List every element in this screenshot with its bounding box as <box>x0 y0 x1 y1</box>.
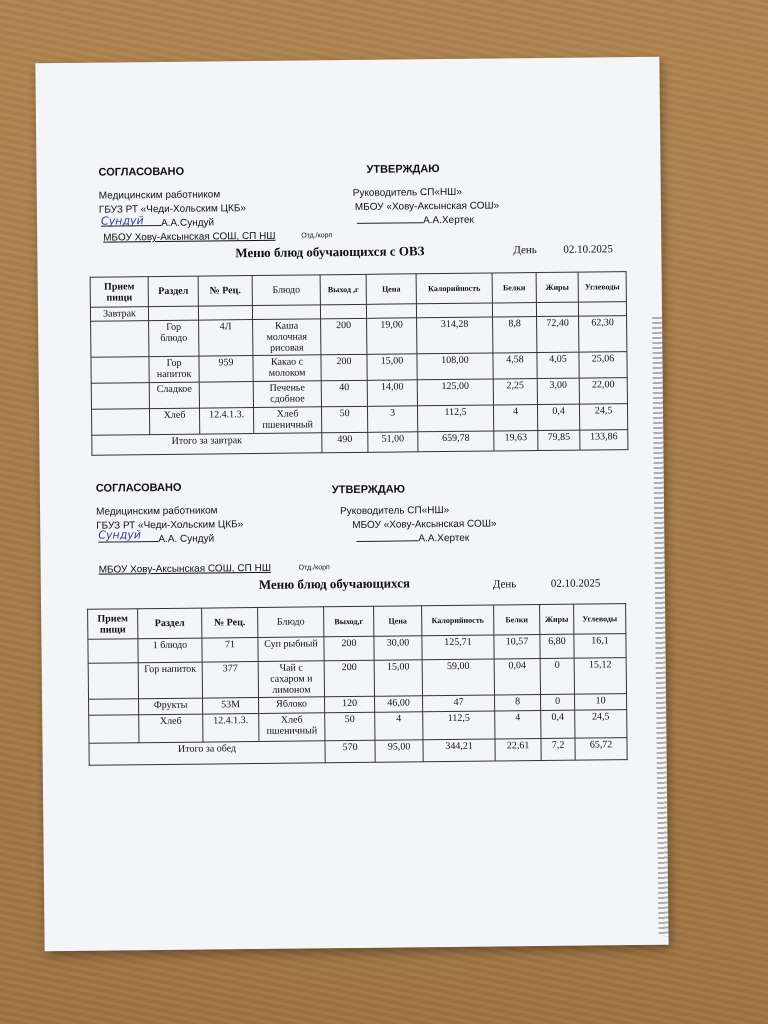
cell: 50 <box>321 406 367 432</box>
header-cell: № Рец. <box>198 276 252 307</box>
cell: 72,40 <box>537 316 579 352</box>
org-name-bottom: МБОУ Хову-Аксынская СОШ, СП НШ <box>98 562 272 576</box>
header-cell: Блюдо <box>258 607 324 638</box>
menu-title-top: Меню блюд обучающихся с ОВЗ <box>235 243 425 261</box>
date-bottom: 02.10.2025 <box>550 577 601 590</box>
cell: 14,00 <box>367 380 417 407</box>
table-row <box>88 658 626 700</box>
cell: 959 <box>199 356 253 383</box>
total-row <box>89 738 627 766</box>
cell <box>91 321 149 358</box>
cell: Хлеб <box>149 408 199 435</box>
approved-label-top: СОГЛАСОВАНО <box>98 165 185 179</box>
cell: 47 <box>423 695 495 712</box>
cell: Какао с молоком <box>253 355 321 382</box>
left-line-1-top: Медицинским работником <box>98 189 221 202</box>
cell: 125,00 <box>417 379 493 406</box>
cell: Яблоко <box>259 697 325 714</box>
menu-title-bottom: Меню блюд обучающихся <box>258 575 411 592</box>
confirm-label-bottom: УТВЕРЖДАЮ <box>331 483 406 497</box>
header-cell: Блюдо <box>252 275 320 306</box>
cell: 112,5 <box>417 405 493 432</box>
cell: 314,28 <box>417 317 493 354</box>
cell: 1 блюдо <box>138 638 202 663</box>
cell: 125,71 <box>422 635 494 660</box>
left-line-1-bottom: Медицинским работником <box>96 505 218 518</box>
signature-top-left: Сундуй <box>100 214 144 228</box>
cell: 4 <box>375 712 423 741</box>
cell <box>88 639 138 664</box>
cell: Гор блюдо <box>149 320 199 357</box>
cell: 377 <box>202 661 258 698</box>
header-cell: Выход,г <box>324 606 374 637</box>
total-label: Итого за обед <box>89 741 325 765</box>
cell: 8 <box>495 695 541 711</box>
cell: 59,00 <box>422 659 494 696</box>
cell: Хлеб пшеничный <box>259 713 325 742</box>
cell: 19,00 <box>367 318 417 355</box>
right-line-2-top: МБОУ «Хову-Аксынская СОШ» <box>354 200 500 213</box>
header-cell: Белки <box>494 605 540 635</box>
signature-bottom-left: Сундуй <box>98 528 142 542</box>
menu-table-top <box>90 271 629 456</box>
header-cell: Углеводы <box>574 604 626 635</box>
header-cell: Жиры <box>540 604 574 634</box>
cell: 15,00 <box>367 354 417 381</box>
header-cell: Выход ,г <box>320 274 366 304</box>
cell: 490 <box>322 432 368 452</box>
meal-label: Завтрак <box>90 307 148 322</box>
header-cell: Раздел <box>148 276 198 307</box>
left-line-2-top: ГБУЗ РТ «Чеди-Хольским ЦКБ» <box>98 203 246 216</box>
header-cell: Цена <box>374 606 422 637</box>
cell: Суп рыбный <box>258 637 324 662</box>
sign-line-top-left: А.А.Сундуй <box>101 217 214 229</box>
confirm-label-top: УТВЕРЖДАЮ <box>366 163 440 176</box>
header-cell: Калорийность <box>416 273 492 304</box>
header-cell: № Рец. <box>202 607 258 638</box>
cell: 8,8 <box>493 317 537 353</box>
org-note-top: Отд./корп <box>301 232 333 240</box>
cell: 24,5 <box>575 710 627 739</box>
cell: 4,58 <box>493 353 537 379</box>
cell <box>199 382 253 409</box>
cell: 10 <box>575 694 627 711</box>
cell: 120 <box>325 696 375 713</box>
cell <box>88 663 138 700</box>
table-row <box>91 316 627 358</box>
cell: 19,63 <box>494 431 538 451</box>
document-sheet <box>35 57 668 951</box>
cell: 15,00 <box>374 660 422 697</box>
cell: 10,57 <box>494 635 540 659</box>
cell: 0 <box>541 694 575 710</box>
approved-label-bottom: СОГЛАСОВАНО <box>95 481 182 495</box>
sign-line-bottom-right: А.А.Хертек <box>356 533 469 545</box>
cell: 22,00 <box>579 378 627 405</box>
cell: Сладкое <box>149 382 199 409</box>
cell: 2,25 <box>493 379 537 405</box>
right-line-1-top: Руководитель СП«НШ» <box>352 186 462 199</box>
cell: 0,04 <box>494 659 540 695</box>
cell: 16,1 <box>574 634 626 659</box>
right-line-1-bottom: Руководитель СП«НШ» <box>340 504 450 518</box>
cell: 53М <box>203 697 259 714</box>
cell: 15,12 <box>574 658 626 695</box>
cell: 200 <box>321 318 367 354</box>
header-cell: Углеводы <box>578 272 626 303</box>
header-cell: Прием пищи <box>88 609 138 640</box>
cell: Фрукты <box>139 698 203 715</box>
cell: 6,80 <box>540 634 574 658</box>
cell: Хлеб пшеничный <box>253 407 321 434</box>
cell: 4 <box>495 711 541 739</box>
header-cell: Прием пищи <box>90 277 148 308</box>
cell: 12.4.1.3. <box>203 713 259 742</box>
header-cell: Белки <box>492 273 536 303</box>
header-cell: Жиры <box>536 272 578 302</box>
org-note-bottom: Отд./корп <box>298 564 330 572</box>
sign-line-top-right: А.А.Хертек <box>357 215 474 227</box>
cell: 50 <box>325 712 375 741</box>
cell: 4,05 <box>537 352 579 378</box>
org-name-top: МБОУ Хову-Аксынская СОШ, СП НШ <box>103 230 276 244</box>
sign-line-bottom-left: А.А. Сундуй <box>98 533 214 545</box>
cell: 40 <box>321 380 367 406</box>
cell: 65,72 <box>575 738 627 761</box>
cell: Хлеб <box>139 714 203 743</box>
cell: 79,85 <box>538 430 580 450</box>
cell: 95,00 <box>375 740 423 763</box>
cell: 108,00 <box>417 353 493 380</box>
cell: 133,86 <box>580 430 628 451</box>
cell: 200 <box>324 636 374 661</box>
cell: 344,21 <box>423 739 495 762</box>
cell: 3,00 <box>537 378 579 404</box>
cell: Каша молочная рисовая <box>253 319 321 356</box>
cell: Печенье сдобное <box>253 381 321 408</box>
cell: 51,00 <box>368 432 418 453</box>
cell: 0 <box>540 658 574 694</box>
header-cell: Цена <box>366 274 416 305</box>
cell: 200 <box>324 660 374 697</box>
cell: 659,78 <box>418 431 494 452</box>
cell <box>89 699 139 716</box>
cell <box>91 357 149 384</box>
cell: 3 <box>367 406 417 433</box>
cell: 30,00 <box>374 636 422 661</box>
cell <box>91 383 149 410</box>
total-row <box>92 430 628 456</box>
right-line-2-bottom: МБОУ «Хову-Аксынская СОШ» <box>352 518 497 531</box>
cell: Гор напиток <box>138 662 202 699</box>
menu-table-bottom <box>87 603 628 766</box>
cell: Чай с сахаром и лимоном <box>258 661 324 698</box>
cell: 112,5 <box>423 711 495 740</box>
cell: 22,61 <box>495 739 541 761</box>
cell: 4Л <box>199 320 253 357</box>
cell: 4 <box>493 405 537 431</box>
cell: 7,2 <box>541 738 575 760</box>
left-line-2-bottom: ГБУЗ РТ «Чеди-Хольским ЦКБ» <box>96 519 244 532</box>
cell: 46,00 <box>375 696 423 713</box>
cell: 24,5 <box>579 404 627 431</box>
cell: 12.4.1.3. <box>199 408 253 435</box>
cell <box>91 409 149 436</box>
header-cell: Калорийность <box>422 605 494 636</box>
cell: 25,06 <box>579 352 627 379</box>
cell: 0,4 <box>541 710 575 738</box>
cell: 200 <box>321 354 367 380</box>
date-top: 02.10.2025 <box>563 243 613 256</box>
day-label-bottom: День <box>492 578 517 591</box>
total-label: Итого за завтрак <box>92 433 322 455</box>
header-cell: Раздел <box>138 608 202 639</box>
cell: Гор напиток <box>149 356 199 383</box>
cell <box>89 715 139 744</box>
cell: 0,4 <box>537 404 579 430</box>
cell: 570 <box>325 740 375 763</box>
day-label-top: День <box>513 244 537 257</box>
cell: 71 <box>202 637 258 662</box>
cell: 62,30 <box>579 316 627 353</box>
